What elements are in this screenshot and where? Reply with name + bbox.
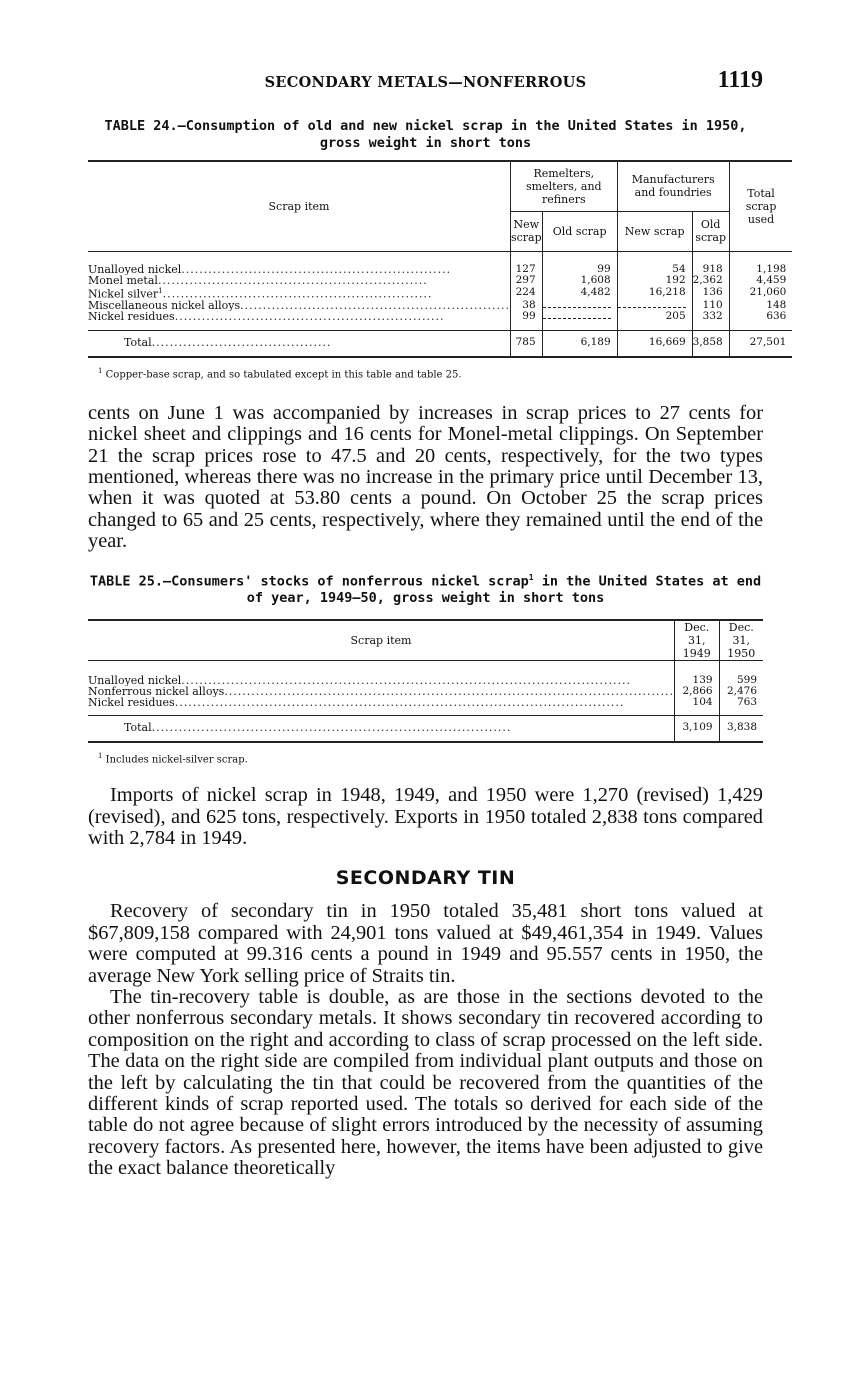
table-24-title-lead: TABLE 24.	[104, 118, 178, 134]
table-cell	[542, 311, 617, 331]
paragraph-tin-recovery: Recovery of secondary tin in 1950 totaled 35,481 short tons valued at $67,809,158 compared with 24,901 tons valued at $49,461,354 in 1949. Values were computed at 99.316 cents a pound in 1949 and 95.557 cents in 1950, the average New York selling price of Straits tin.	[88, 900, 763, 987]
table-cell: 110	[692, 300, 729, 311]
table-row	[88, 661, 763, 687]
table-cell: 27,501	[729, 331, 792, 358]
table-24-footnote	[88, 367, 763, 380]
table-25-footnote	[88, 752, 763, 765]
empty-cell-dashes	[543, 302, 611, 308]
table-cell: 4,459	[729, 275, 792, 286]
table-row	[88, 686, 763, 697]
footnote-mark: 1	[98, 751, 103, 760]
table-24-stub-header: Scrap item	[88, 161, 510, 251]
table-cell: 3,858	[692, 331, 729, 358]
table-24-col-old-scrap-2: Old scrap	[692, 211, 729, 251]
table-25-body	[88, 661, 763, 716]
table-row	[88, 286, 792, 300]
table-25-col-1950: Dec. 31, 1950	[719, 620, 763, 661]
paragraph-imports-exports: Imports of nickel scrap in 1948, 1949, and 1950 were 1,270 (revised) 1,429 (revised), and 625 tons, respectively. Exports in 1950 totaled 2,838 tons compared with 2,784 in 1949.	[88, 784, 763, 849]
table-cell: 918	[692, 251, 729, 275]
table-cell: 192	[617, 275, 692, 286]
table-row-label: Monel metal............................................................	[88, 274, 428, 286]
table-25-title-sup: 1	[528, 572, 534, 582]
table-24-total-row	[88, 331, 792, 358]
table-25	[88, 619, 763, 743]
table-cell: 148	[729, 300, 792, 311]
table-cell: 2,476	[719, 686, 763, 697]
footnote-text: Copper-base scrap, and so tabulated except in this table and table 25.	[105, 369, 462, 381]
table-24-col-new-scrap-2: New scrap	[617, 211, 692, 251]
table-cell: 785	[510, 331, 542, 358]
table-row-label: Total........................................	[88, 331, 510, 358]
table-cell: 2,362	[692, 275, 729, 286]
table-row-label: Nickel silver$^1$............................................................	[88, 286, 433, 300]
table-row	[88, 300, 792, 311]
empty-cell-dashes	[543, 313, 611, 319]
table-cell: 3,838	[719, 715, 763, 742]
table-row-label: Nickel residues............................................................	[88, 310, 445, 323]
footnote-text: Includes nickel-silver scrap.	[105, 754, 248, 766]
table-row	[88, 311, 792, 331]
table-row-label: Unalloyed nickel....................................................................................................	[88, 674, 631, 687]
table-cell	[542, 300, 617, 311]
table-cell: 224	[510, 286, 542, 300]
table-24-body	[88, 251, 792, 331]
table-cell: 332	[692, 311, 729, 331]
footnote-mark: 1	[158, 286, 163, 295]
table-24-group-header-manufacturers: Manufacturers and foundries	[617, 161, 729, 211]
table-24	[88, 160, 792, 358]
table-cell: 54	[617, 251, 692, 275]
table-cell: 99	[510, 311, 542, 331]
table-cell: 1,198	[729, 251, 792, 275]
table-24-col-old-scrap-1: Old scrap	[542, 211, 617, 251]
table-25-col-1949: Dec. 31, 1949	[674, 620, 719, 661]
table-row-label: Nonferrous nickel alloys....................................................................................................	[88, 686, 674, 698]
table-cell: 3,109	[674, 715, 719, 742]
table-cell: 599	[719, 661, 763, 687]
table-24-total-header: Total scrap used	[729, 161, 792, 251]
section-title-secondary-tin: SECONDARY TIN	[335, 867, 516, 890]
table-24-col-new-scrap-1: New scrap	[510, 211, 542, 251]
table-cell: 16,218	[617, 286, 692, 300]
table-cell: 127	[510, 251, 542, 275]
table-cell: 1,608	[542, 275, 617, 286]
table-cell: 4,482	[542, 286, 617, 300]
table-cell: 99	[542, 251, 617, 275]
table-25-title-text-a: —Consumers' stocks of nonferrous nickel scrap	[162, 573, 529, 590]
table-25-title	[88, 569, 763, 608]
table-cell: 38	[510, 300, 542, 311]
table-cell: 139	[674, 661, 719, 687]
table-25-total-row	[88, 715, 763, 742]
table-24-title	[88, 118, 763, 152]
table-cell: 205	[617, 311, 692, 331]
table-cell: 2,866	[674, 686, 719, 697]
table-25-stub-header: Scrap item	[88, 620, 674, 661]
table-25-title-text-b: in the United States at end of year, 1949–50, gross weight in short tons	[246, 573, 762, 607]
table-cell: 16,669	[617, 331, 692, 358]
table-row	[88, 275, 792, 286]
paragraph-tin-table: The tin-recovery table is double, as are those in the sections devoted to the other nonferrous secondary metals. It shows secondary tin recovered according to composition on the right and according to class of scrap processed on the left side. The data on the right side are compiled from individual plant outputs and those on the left by calculating the tin that could be recovered from the quantities of the different kinds of scrap reported used. The totals so derived for each side of the table do not agree because of slight errors introduced by the necessity of assuming recovery factors. As presented here, however, the items have been adjusted to give the exact balance theoretically	[88, 986, 763, 1180]
page-number: 1119	[717, 67, 763, 93]
table-row	[88, 251, 792, 275]
table-row-label: Unalloyed nickel............................................................	[88, 262, 452, 275]
footnote-mark: 1	[98, 367, 103, 376]
table-cell: 297	[510, 275, 542, 286]
paragraph-scrap-prices: cents on June 1 was accompanied by increases in scrap prices to 27 cents for nickel sheet and clippings and 16 cents for Monel-metal clippings. On September 21 the scrap prices rose to 47.5 and 20 cents, respectively, for the two types mentioned, whereas there was no increase in the primary price until December 13, when it was quoted at 53.80 cents a pound. On October 25 the scrap prices changed to 65 and 25 cents, respectively, where they remained until the end of the year.	[88, 401, 763, 553]
table-cell: 6,189	[542, 331, 617, 358]
table-row-label: Miscellaneous nickel alloys............................................................	[88, 299, 510, 311]
table-25-title-lead: TABLE 25.	[89, 573, 163, 590]
table-row-label: Total................................................................................	[88, 715, 674, 742]
table-row-label: Nickel residues....................................................................................................	[88, 697, 625, 710]
table-cell: 104	[674, 697, 719, 715]
table-cell: 21,060	[729, 286, 792, 300]
table-24-group-header-remelters: Remelters, smelters, and refiners	[510, 161, 617, 211]
running-title: SECONDARY METALS—NONFERROUS	[264, 74, 587, 91]
document-page	[88, 66, 787, 1180]
table-24-title-text: —Consumption of old and new nickel scrap in the United States in 1950, gross weight in short tons	[177, 118, 747, 151]
table-cell: 636	[729, 311, 792, 331]
table-row	[88, 697, 763, 715]
running-header	[88, 66, 763, 98]
table-cell: 763	[719, 697, 763, 715]
empty-cell-dashes	[618, 302, 686, 308]
table-cell: 136	[692, 286, 729, 300]
